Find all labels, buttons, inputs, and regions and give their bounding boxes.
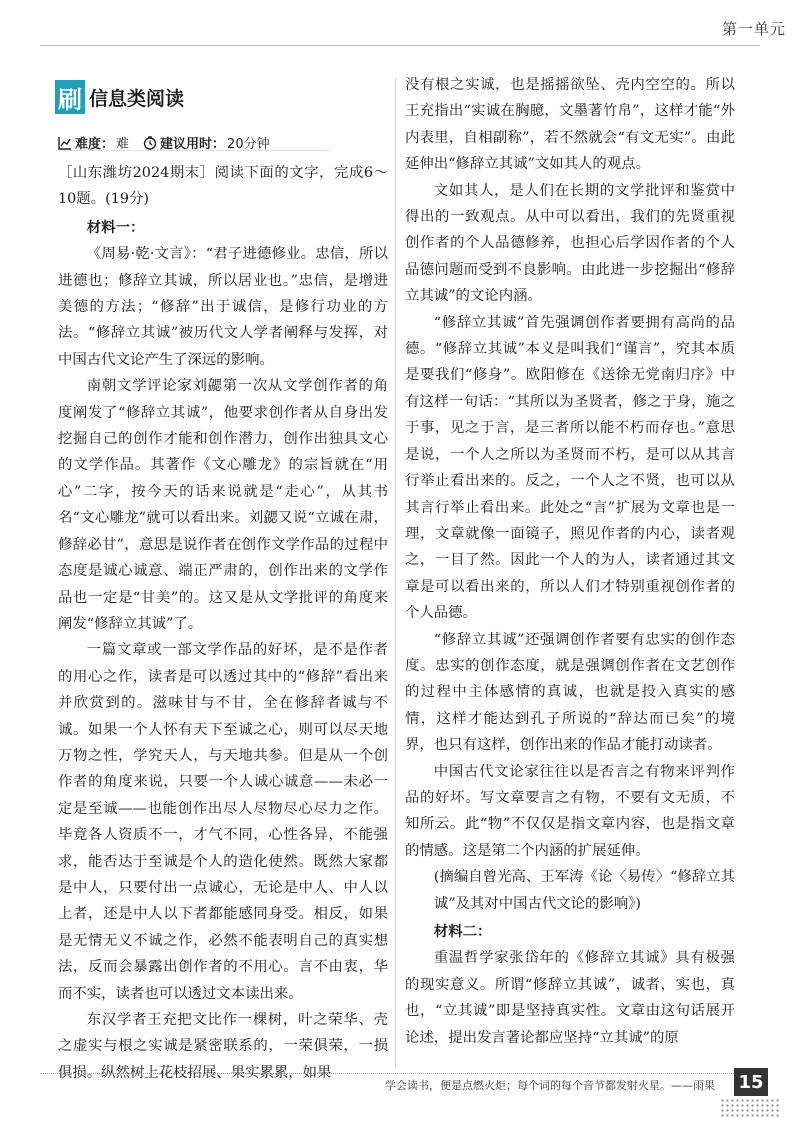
material-heading: 材料一： bbox=[86, 218, 145, 236]
time-label: 建议用时： bbox=[160, 137, 226, 152]
paragraph: 文如其人，是人们在长期的文学批评和鉴赏中得出的一致观点。从中可以看出，我们的先贤重视创作者的个人品德修养，也担心后学因作者的个人品德问题而受到不良影响。由此进一步挖掘出“修辞立其诚”的文论内涵。 bbox=[405, 182, 735, 305]
paragraph: 重温哲学家张岱年的《修辞立其诚》具有极强的现实意义。所谓“修辞立其诚”，诚者，实也，真也，“立其诚”即是坚持真实性。文章由这句话展开论述，提出发言著论都应坚持“立其诚”的原 bbox=[405, 950, 735, 1046]
difficulty-value: 难 bbox=[116, 137, 130, 152]
difficulty-chart-icon bbox=[58, 136, 72, 150]
column-divider bbox=[395, 78, 396, 1068]
time-value: 20分钟 bbox=[227, 137, 270, 152]
right-column bbox=[405, 72, 735, 1051]
paragraph: 没有根之实诚，也是摇摇欲坠、壳内空空的。所以王充指出“实诚在胸臆，文墨著竹帛”，这样才能“外内表里，自相副称”，若不然就会“有文无实”。由此延伸出“修辞立其诚”文如其人的观点。 bbox=[405, 77, 735, 173]
paragraph: “修辞立其诚”还强调创作者要有忠实的创作态度。忠实的创作态度，就是强调创作者在文艺创作的过程中主体感情的真诚，也就是投入真实的感情，这样才能达到孔子所说的“辞达而已矣”的境界，也只有这样，创作出来的作品才能打动读者。 bbox=[405, 631, 735, 754]
shua-badge-icon: 刷 bbox=[55, 80, 85, 114]
section-heading bbox=[55, 80, 184, 114]
header-divider bbox=[40, 45, 760, 46]
paragraph: 南朝文学评论家刘勰第一次从文学创作者的角度阐发了“修辞立其诚”，他要求创作者从自身出发挖掘自己的创作才能和创作潜力，创作出独具文心的文学作品。其著作《文心雕龙》的宗旨就在“用心”二字，按今天的话来说就是“走心”，从其书名“文心雕龙”就可以看出来。刘勰又说“立诚在肃，修辞必甘”，意思是说作者在创作文学作品的过程中态度是诚心诚意、端正严肃的，创作出来的文学作品也一定是“甘美”的。这又是从文学批评的角度来阐发“修辞立其诚”了。 bbox=[58, 378, 388, 632]
paragraph: 一篇文章或一部文学作品的好坏，是不是作者的用心之作，读者是可以透过其中的“修辞”看出来并欣赏到的。滋味甘与不甘，全在修辞者诚与不诚。如果一个人怀有天下至诚之心，则可以尽天地万物之性，学究天人，与天地共参。但是从一个创作者的角度来说，只要一个人诚心诚意——未必一定是至诚——也能创作出尽人尽物尽心尽力之作。毕竟各人资质不一，才气不同，心性各异，不能强求，能否达于至诚是个人的造化使然。既然大家都是中人，只要付出一点诚心，无论是中人、中人以上者，还是中人以下者都能感同身受。相反，如果是无情无义不诚之作，必然不能表明自己的真实想法，反而会暴露出创作者的不用心。言不由衷，华而不实，读者也可以透过文本读出来。 bbox=[58, 642, 388, 1002]
paragraph: 《周易·乾·文言》：“君子进德修业。忠信，所以进德也；修辞立其诚，所以居业也。”忠信，是增进美德的方法；“修辞”出于诚信，是修行功业的方法。“修辞立其诚”被历代文人学者阐释与发挥，对中国古代文论产生了深远的影响。 bbox=[58, 246, 388, 368]
left-column bbox=[58, 160, 388, 1086]
page-number: 15 bbox=[734, 1068, 768, 1096]
meta-underline bbox=[58, 150, 330, 151]
section-title: 信息类阅读 bbox=[89, 87, 185, 110]
unit-title: 第一单元 bbox=[721, 20, 786, 38]
footer-motto: 学会读书，便是点燃火炬；每个词的每个音节都发射火星。——雨果 bbox=[385, 1079, 715, 1092]
paragraph: “修辞立其诚”首先强调创作者要拥有高尚的品德。“修辞立其诚”本义是叫我们“谨言”，究其本质是要我们“修身”。欧阳修在《送徐无党南归序》中有这样一句话：“其所以为圣贤者，修之于身，施之于事，见之于言，是三者所以能不朽而存也。”意思是说，一个人之所以为圣贤而不朽，是可以从其言行举止看出来的。反之，一个人之不贤，也可以从其言行举止看出来。此处之“言”扩展为文章也是一理，文章就像一面镜子，照见作者的内心，读者观之，一目了然。因此一个人的为人，读者通过其文章是可以看出来的，所以人们才特别重视创作者的个人品德。 bbox=[405, 314, 735, 622]
difficulty-label: 难度： bbox=[75, 137, 115, 152]
paragraph: 中国古代文论家往往以是否言之有物来评判作品的好坏。写文章要言之有物，不要有文无质，不知所云。此“物”不仅仅是指文章内容，也是指文章的情感。这是第二个内涵的扩展延伸。 bbox=[405, 763, 735, 859]
paragraph: ［山东潍坊2024期末］阅读下面的文字，完成6～10题。(19分) bbox=[58, 165, 388, 208]
source-citation: (摘编自曾光高、王军涛《论〈易传〉“修辞立其诚”及其对中国古代文论的影响》) bbox=[433, 869, 735, 912]
clock-icon bbox=[143, 136, 157, 150]
page-number-dot-pattern bbox=[720, 1098, 780, 1118]
material-heading: 材料二： bbox=[433, 923, 492, 940]
paragraph: 东汉学者王充把文比作一棵树，叶之荣华、壳之虚实与根之实诚是紧密联系的，一荣俱荣，一损俱损。纵然树上花枝招展、果实累累，如果 bbox=[58, 1012, 388, 1081]
footer-divider bbox=[40, 1073, 740, 1074]
